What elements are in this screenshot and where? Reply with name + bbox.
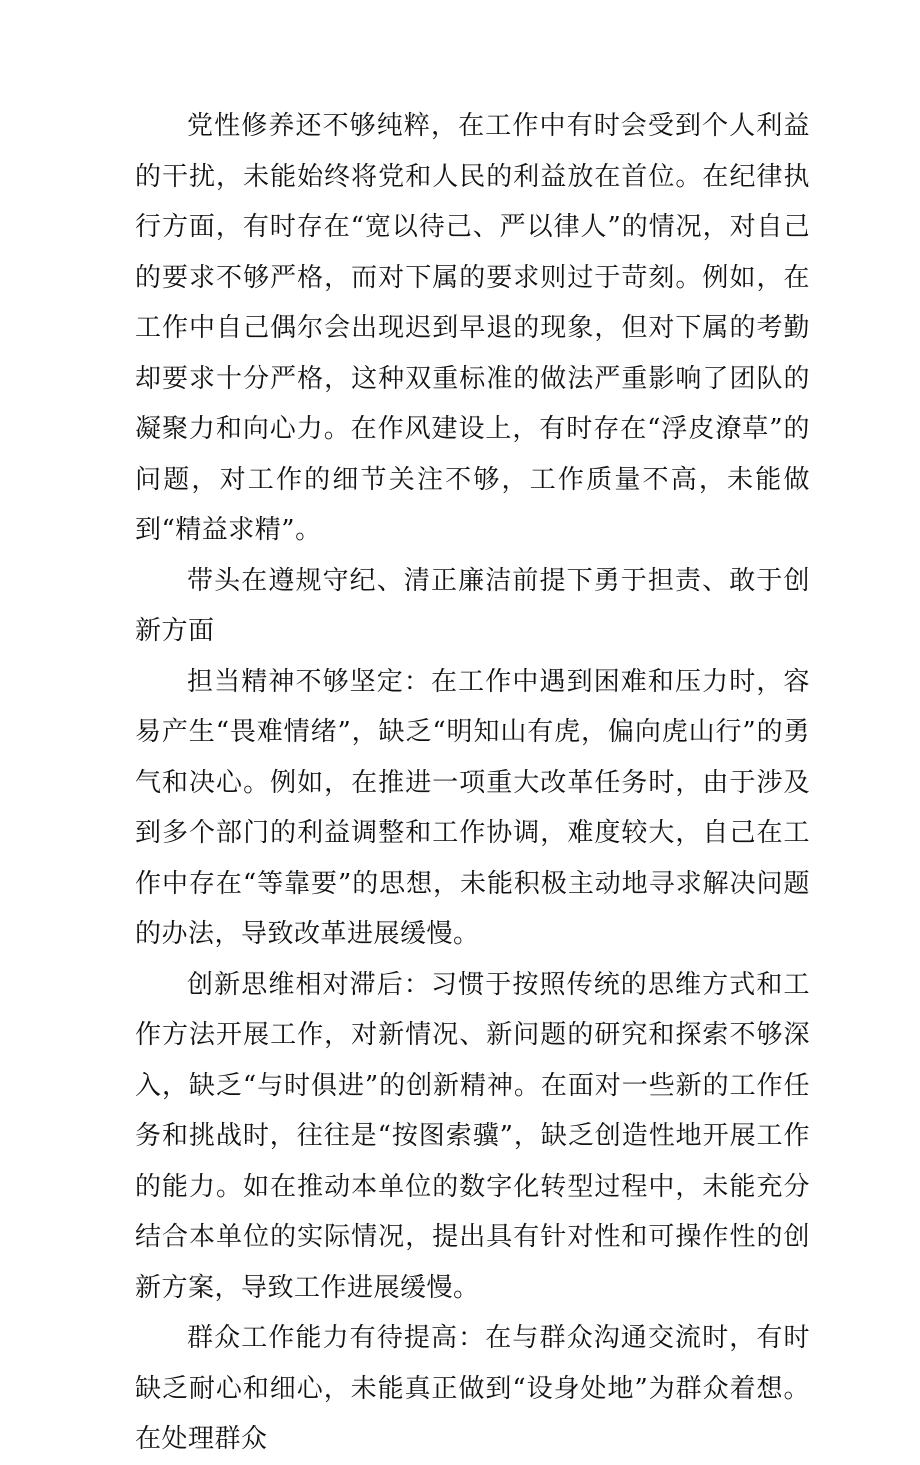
paragraph-party-spirit: 党性修养还不够纯粹，在工作中有时会受到个人利益的干扰，未能始终将党和人民的利益放在首位。在纪律执行方面，有时存在“宽以待己、严以律人”的情况，对自己的要求不够严格，而对下属的要求则过于苛刻。例如，在工作中自己偶尔会出现迟到早退的现象，但对下属的考勤却要求十分严格，这种双重标准的做法严重影响了团队的凝聚力和向心力。在作风建设上，有时存在“浮皮潦草”的问题，对工作的细节关注不够，工作质量不高，未能做到“精益求精”。 bbox=[135, 111, 810, 545]
paragraph-mass-work: 群众工作能力有待提高：在与群众沟通交流时，有时缺乏耐心和细心，未能真正做到“设身处地”为群众着想。在处理群众 bbox=[135, 1323, 810, 1454]
paragraph-innovation: 创新思维相对滞后：习惯于按照传统的思维方式和工作方法开展工作，对新情况、新问题的研究和探索不够深入，缺乏“与时俱进”的创新精神。在面对一些新的工作任务和挑战时，往往是“按图索骥”，缺乏创造性地开展工作的能力。如在推动本单位的数字化转型过程中，未能充分结合本单位的实际情况，提出具有针对性和可操作性的创新方案，导致工作进展缓慢。 bbox=[135, 969, 810, 1303]
paragraph-responsibility: 担当精神不够坚定：在工作中遇到困难和压力时，容易产生“畏难情绪”，缺乏“明知山有虎，偏向虎山行”的勇气和决心。例如，在推进一项重大改革任务时，由于涉及到多个部门的利益调整和工作协调，难度较大，自己在工作中存在“等靠要”的思想，未能积极主动地寻求解决问题的办法，导致改革进展缓慢。 bbox=[135, 666, 810, 949]
section-heading-responsibility-innovation: 带头在遵规守纪、清正廉洁前提下勇于担责、敢于创新方面 bbox=[135, 565, 810, 646]
